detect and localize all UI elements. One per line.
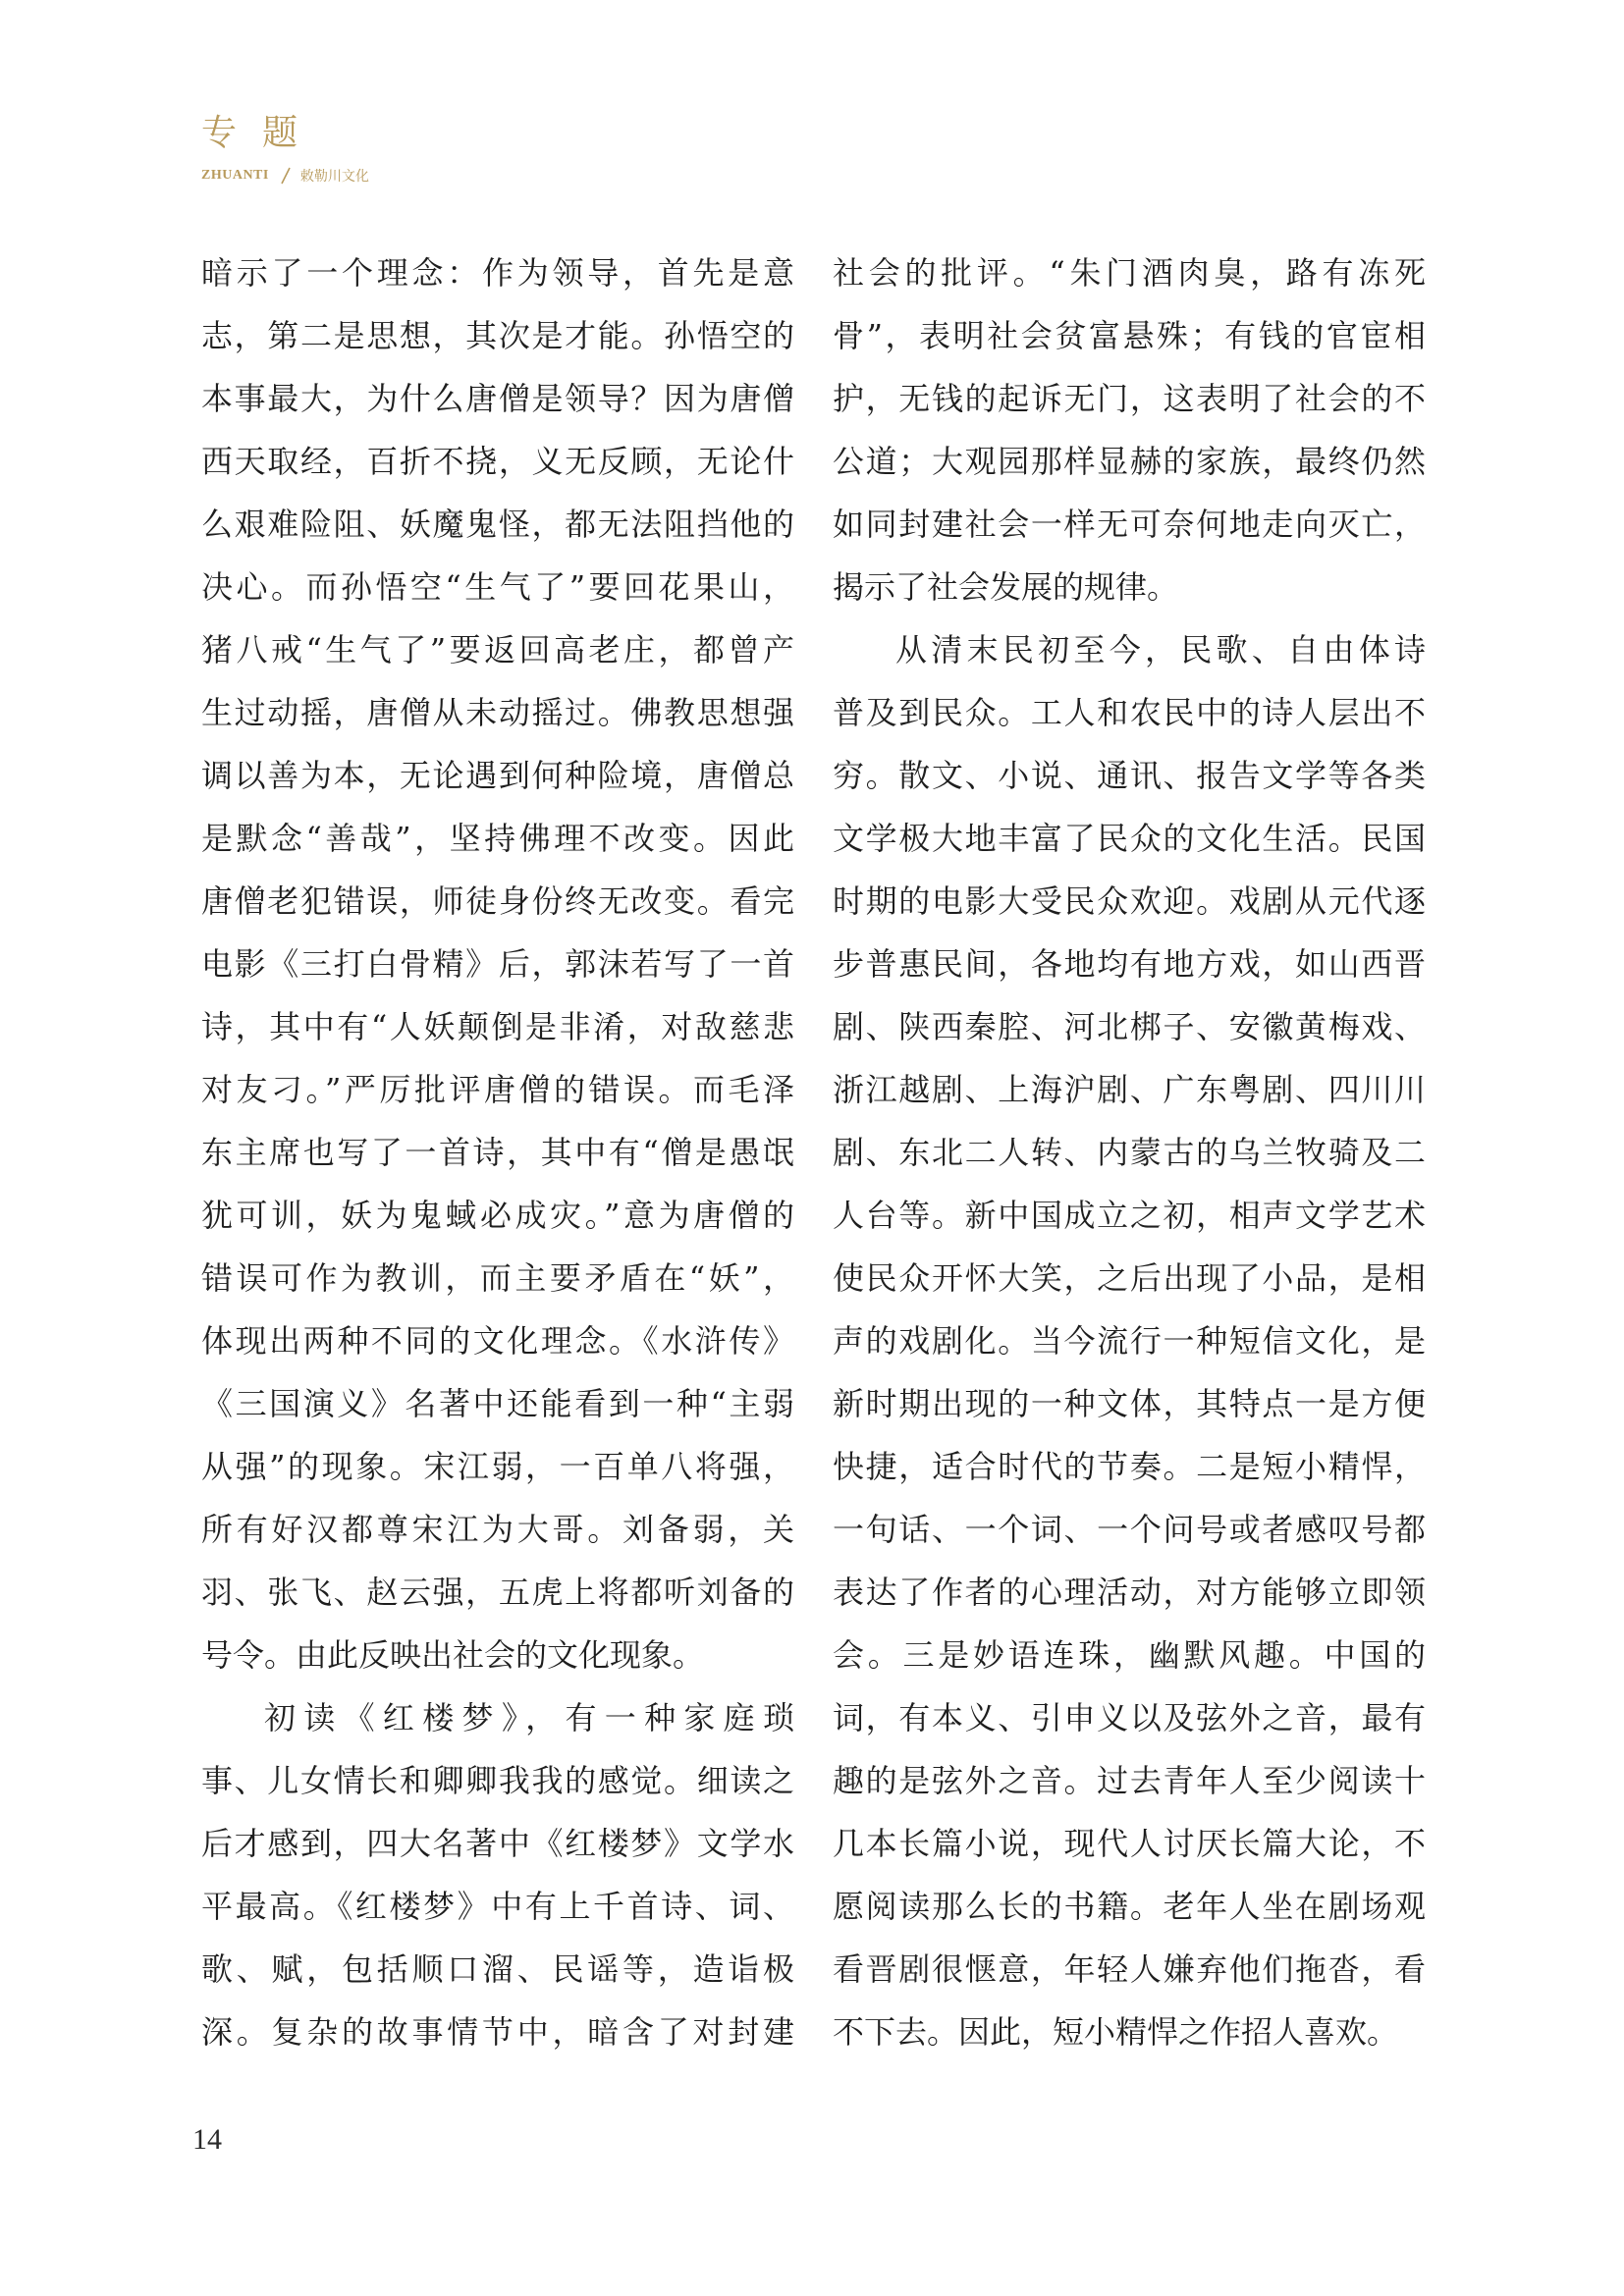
text-line: 揭示了社会发展的规律。 — [833, 568, 1179, 606]
slash-divider-icon — [279, 166, 293, 186]
text-line: 词，有本义、引申义以及弦外之音，最有 — [833, 1699, 1426, 1736]
text-line: 体现出两种不同的文化理念。《水浒传》 — [201, 1322, 794, 1360]
text-line: 初读《红楼梦》，有一种家庭琐 — [264, 1699, 794, 1736]
text-line: 骨”，表明社会贫富悬殊；有钱的官宦相 — [833, 317, 1426, 354]
text-line: 生过动摇，唐僧从未动摇过。佛教思想强 — [201, 694, 794, 731]
text-line: 深。复杂的故事情节中，暗含了对封建 — [201, 2013, 794, 2051]
text-line: 犹可训，妖为鬼蜮必成灾。”意为唐僧的 — [201, 1197, 794, 1234]
text-line: 事、儿女情长和卿卿我我的感觉。细读之 — [201, 1762, 794, 1799]
text-line: 调以善为本，无论遇到何种险境，唐僧总 — [201, 757, 794, 794]
left-column — [201, 241, 794, 2063]
text-line: 愿阅读那么长的书籍。老年人坐在剧场观 — [833, 1888, 1426, 1925]
text-line: 猪八戒“生气了”要返回高老庄，都曾产 — [201, 631, 794, 668]
text-line: 公道；大观园那样显赫的家族，最终仍然 — [833, 443, 1426, 480]
right-column — [833, 241, 1426, 2063]
section-name: 敕勒川文化 — [299, 169, 369, 185]
text-line: 是默念“善哉”，坚持佛理不改变。因此 — [201, 820, 794, 857]
running-header — [201, 110, 594, 198]
text-line: 歌、赋，包括顺口溜、民谣等，造诣极 — [201, 1950, 794, 1988]
text-line: 时期的电影大受民众欢迎。戏剧从元代逐 — [833, 882, 1426, 920]
text-line: 普及到民众。工人和农民中的诗人层出不 — [833, 694, 1426, 731]
text-line: 从强”的现象。宋江弱，一百单八将强， — [201, 1448, 794, 1485]
text-line: 新时期出现的一种文体，其特点一是方便 — [833, 1385, 1426, 1422]
text-line: 如同封建社会一样无可奈何地走向灭亡， — [833, 506, 1426, 543]
text-line: 平最高。《红楼梦》中有上千首诗、词、 — [201, 1888, 794, 1925]
text-line: 会。三是妙语连珠，幽默风趣。中国的 — [833, 1636, 1426, 1674]
text-line: 所有好汉都尊宋江为大哥。刘备弱，关 — [201, 1511, 794, 1548]
text-line: 声的戏剧化。当今流行一种短信文化，是 — [833, 1322, 1426, 1360]
text-line: 羽、张飞、赵云强，五虎上将都听刘备的 — [201, 1574, 794, 1611]
text-line: 暗示了一个理念：作为领导，首先是意 — [201, 254, 794, 292]
text-line: 浙江越剧、上海沪剧、广东粤剧、四川川 — [833, 1071, 1426, 1108]
text-line: 本事最大，为什么唐僧是领导？因为唐僧 — [201, 380, 794, 417]
text-line: 不下去。因此，短小精悍之作招人喜欢。 — [833, 2013, 1399, 2051]
text-line: 表达了作者的心理活动，对方能够立即领 — [833, 1574, 1426, 1611]
text-line: 人台等。新中国成立之初，相声文学艺术 — [833, 1197, 1426, 1234]
text-line: 诗，其中有“人妖颠倒是非淆，对敌慈悲 — [201, 1008, 794, 1045]
text-line: 么艰难险阻、妖魔鬼怪，都无法阻挡他的 — [201, 506, 794, 543]
text-line: 快捷，适合时代的节奏。二是短小精悍， — [833, 1448, 1426, 1485]
text-line: 步普惠民间，各地均有地方戏，如山西晋 — [833, 945, 1426, 983]
section-subtitle — [201, 165, 369, 187]
text-line: 《三国演义》名著中还能看到一种“主弱 — [201, 1385, 794, 1422]
text-line: 对友刁。”严厉批评唐僧的错误。而毛泽 — [201, 1071, 794, 1108]
text-line: 后才感到，四大名著中《红楼梦》文学水 — [201, 1825, 794, 1862]
text-line: 决心。而孙悟空“生气了”要回花果山， — [201, 568, 794, 606]
text-line: 志，第二是思想，其次是才能。孙悟空的 — [201, 317, 794, 354]
text-line: 剧、东北二人转、内蒙古的乌兰牧骑及二 — [833, 1134, 1426, 1171]
text-line: 西天取经，百折不挠，义无反顾，无论什 — [201, 443, 794, 480]
text-line: 社会的批评。“朱门酒肉臭，路有冻死 — [833, 254, 1426, 292]
text-line: 护，无钱的起诉无门，这表明了社会的不 — [833, 380, 1426, 417]
text-line: 唐僧老犯错误，师徒身份终无改变。看完 — [201, 882, 794, 920]
page-number: 14 — [192, 2123, 222, 2156]
text-line: 几本长篇小说，现代人讨厌长篇大论，不 — [833, 1825, 1426, 1862]
text-line: 错误可作为教训，而主要矛盾在“妖”， — [201, 1259, 794, 1297]
text-line: 趣的是弦外之音。过去青年人至少阅读十 — [833, 1762, 1426, 1799]
text-line: 号令。由此反映出社会的文化现象。 — [201, 1636, 705, 1674]
text-line: 文学极大地丰富了民众的文化生活。民国 — [833, 820, 1426, 857]
section-title-pinyin: ZHUANTI — [201, 168, 269, 183]
text-line: 东主席也写了一首诗，其中有“僧是愚氓 — [201, 1134, 794, 1171]
text-line: 从清末民初至今，民歌、自由体诗 — [895, 631, 1426, 668]
text-line: 剧、陕西秦腔、河北梆子、安徽黄梅戏、 — [833, 1008, 1426, 1045]
text-line: 穷。散文、小说、通讯、报告文学等各类 — [833, 757, 1426, 794]
text-line: 使民众开怀大笑，之后出现了小品，是相 — [833, 1259, 1426, 1297]
text-line: 一句话、一个词、一个问号或者感叹号都 — [833, 1511, 1426, 1548]
text-line: 看晋剧很惬意，年轻人嫌弃他们拖沓，看 — [833, 1950, 1426, 1988]
text-line: 电影《三打白骨精》后，郭沫若写了一首 — [201, 945, 794, 983]
section-title: 专题 — [201, 113, 324, 153]
